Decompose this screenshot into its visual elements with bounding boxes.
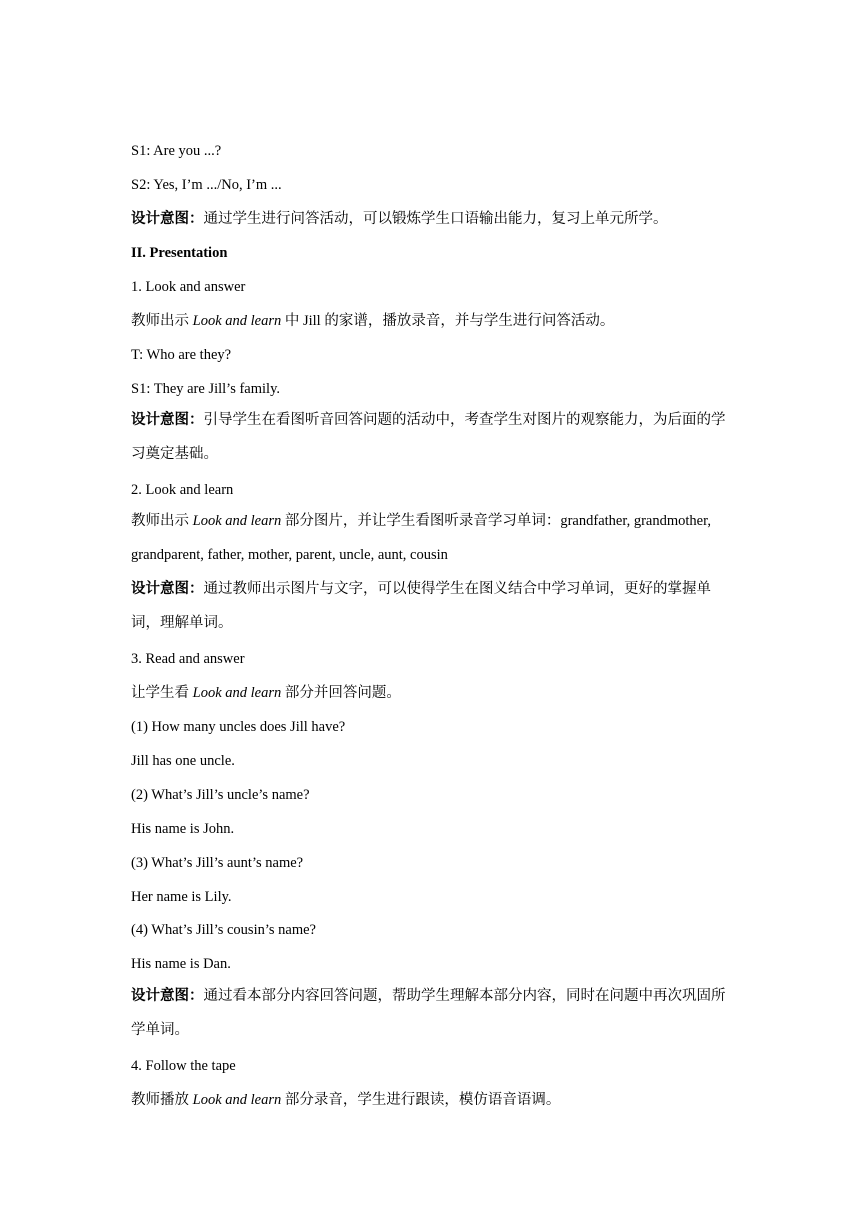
dialogue-line: S2: Yes, I’m .../No, I’m ... xyxy=(131,177,282,193)
step-heading: 2. Look and learn xyxy=(131,482,234,498)
question: (2) What’s Jill’s uncle’s name? xyxy=(131,787,310,803)
design-intent-text: 通过教师出示图片与文字，可以使得学生在图义结合中学习单词，更好的掌握单词，理解单词。 xyxy=(131,581,711,631)
text-span: 让学生看 xyxy=(131,685,193,701)
emphasis-text: Look and learn xyxy=(192,513,282,529)
emphasis-text: Look and learn xyxy=(192,1092,282,1108)
step-heading: 4. Follow the tape xyxy=(131,1058,236,1074)
paragraph xyxy=(131,504,731,572)
paragraph xyxy=(131,311,731,331)
design-intent-text: 引导学生在看图听音回答问题的活动中，考查学生对图片的观察能力，为后面的学习奠定基础。 xyxy=(131,412,726,462)
emphasis-text: Look and learn xyxy=(192,685,282,701)
design-intent xyxy=(131,403,731,471)
design-intent xyxy=(131,209,731,229)
design-intent-text: 通过看本部分内容回答问题，帮助学生理解本部分内容，同时在问题中再次巩固所学单词。 xyxy=(131,988,726,1038)
design-intent-label: 设计意图： xyxy=(131,211,204,227)
section-heading: II. Presentation xyxy=(131,245,228,261)
dialogue-line: S1: Are you ...? xyxy=(131,143,222,159)
answer: His name is John. xyxy=(131,821,235,837)
design-intent-label: 设计意图： xyxy=(131,412,204,428)
question: (3) What’s Jill’s aunt’s name? xyxy=(131,855,304,871)
text-span: 教师播放 xyxy=(131,1092,193,1108)
text-span: 部分录音，学生进行跟读，模仿语音语调。 xyxy=(281,1092,561,1108)
paragraph xyxy=(131,1090,731,1110)
step-heading: 3. Read and answer xyxy=(131,651,245,667)
emphasis-text: Look and learn xyxy=(192,313,282,329)
text-span: 教师出示 xyxy=(131,513,193,529)
paragraph xyxy=(131,683,731,703)
design-intent-text: 通过学生进行问答活动，可以锻炼学生口语输出能力，复习上单元所学。 xyxy=(203,211,668,227)
answer: Her name is Lily. xyxy=(131,889,232,905)
text-span: 部分图片，并让学生看图听录音学习单词：grandfather, grandmother, grandparent, father, mother, parent, uncle, aunt, cousin xyxy=(131,513,711,563)
answer: His name is Dan. xyxy=(131,956,231,972)
answer: Jill has one uncle. xyxy=(131,753,235,769)
step-heading: 1. Look and answer xyxy=(131,279,246,295)
text-span: 部分并回答问题。 xyxy=(281,685,401,701)
design-intent xyxy=(131,979,731,1047)
design-intent-label: 设计意图： xyxy=(131,581,204,597)
design-intent xyxy=(131,572,731,640)
dialogue-line: S1: They are Jill’s family. xyxy=(131,381,281,397)
question: (1) How many uncles does Jill have? xyxy=(131,719,346,735)
text-span: 中 Jill 的家谱，播放录音，并与学生进行问答活动。 xyxy=(281,313,615,329)
dialogue-line: T: Who are they? xyxy=(131,347,232,363)
design-intent-label: 设计意图： xyxy=(131,988,204,1004)
text-span: 教师出示 xyxy=(131,313,193,329)
question: (4) What’s Jill’s cousin’s name? xyxy=(131,922,316,938)
